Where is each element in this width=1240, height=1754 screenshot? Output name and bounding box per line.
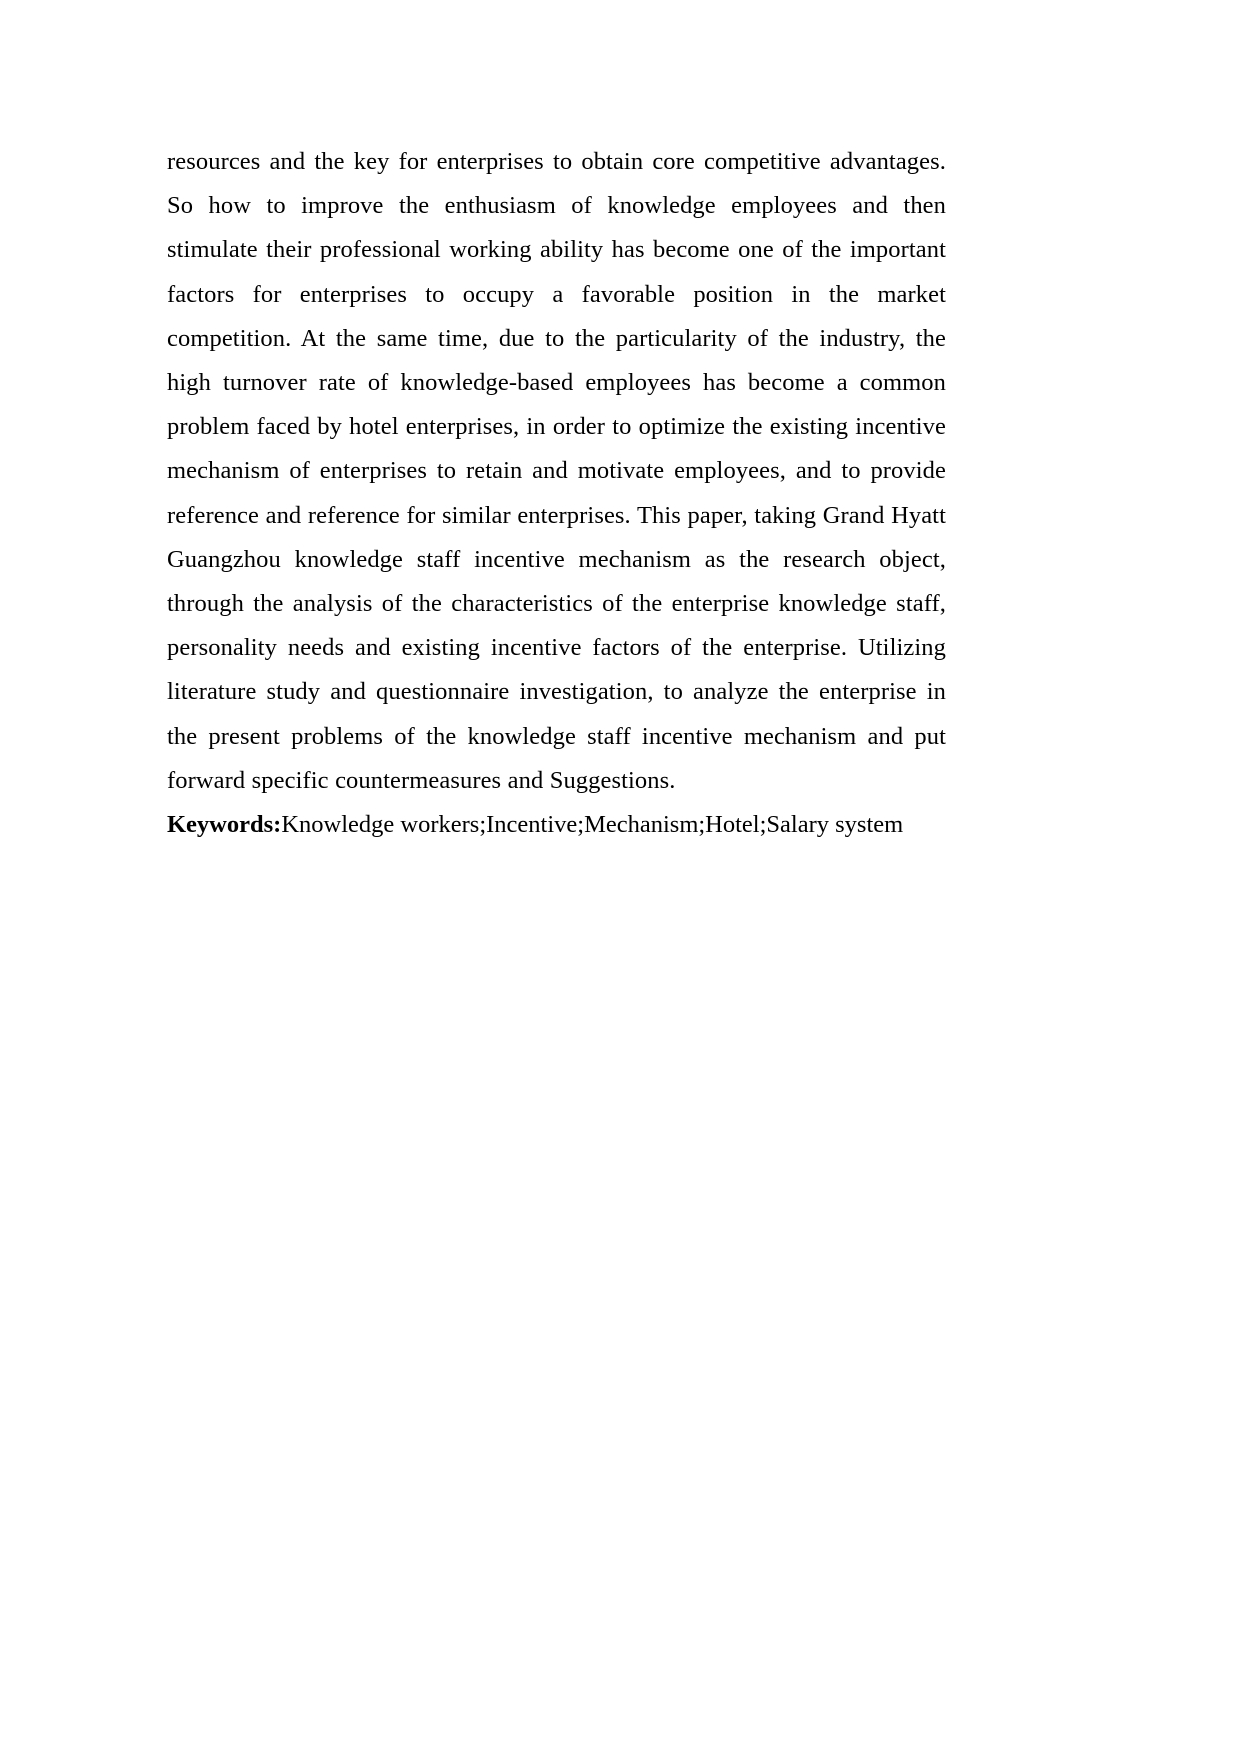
keywords-value: Knowledge workers;Incentive;Mechanism;Hotel;Salary system [281,811,904,839]
keywords-line [167,803,946,847]
keywords-label: Keywords: [167,811,282,839]
abstract-text-block [167,140,946,847]
abstract-body-paragraph: resources and the key for enterprises to obtain core competitive advantages. So how to improve the enthusiasm of knowledge employees and then stimulate their professional working ability has become one of the important factors for enterprises to occupy a favorable position in the market competition. At the same time, due to the particularity of the industry, the high turnover rate of knowledge-based employees has become a common problem faced by hotel enterprises, in order to optimize the existing incentive mechanism of enterprises to retain and motivate employees, and to provide reference and reference for similar enterprises. This paper, taking Grand Hyatt Guangzhou knowledge staff incentive mechanism as the research object, through the analysis of the characteristics of the enterprise knowledge staff, personality needs and existing incentive factors of the enterprise. Utilizing literature study and questionnaire investigation, to analyze the enterprise in the present problems of the knowledge staff incentive mechanism and put forward specific countermeasures and Suggestions. [167,148,946,794]
